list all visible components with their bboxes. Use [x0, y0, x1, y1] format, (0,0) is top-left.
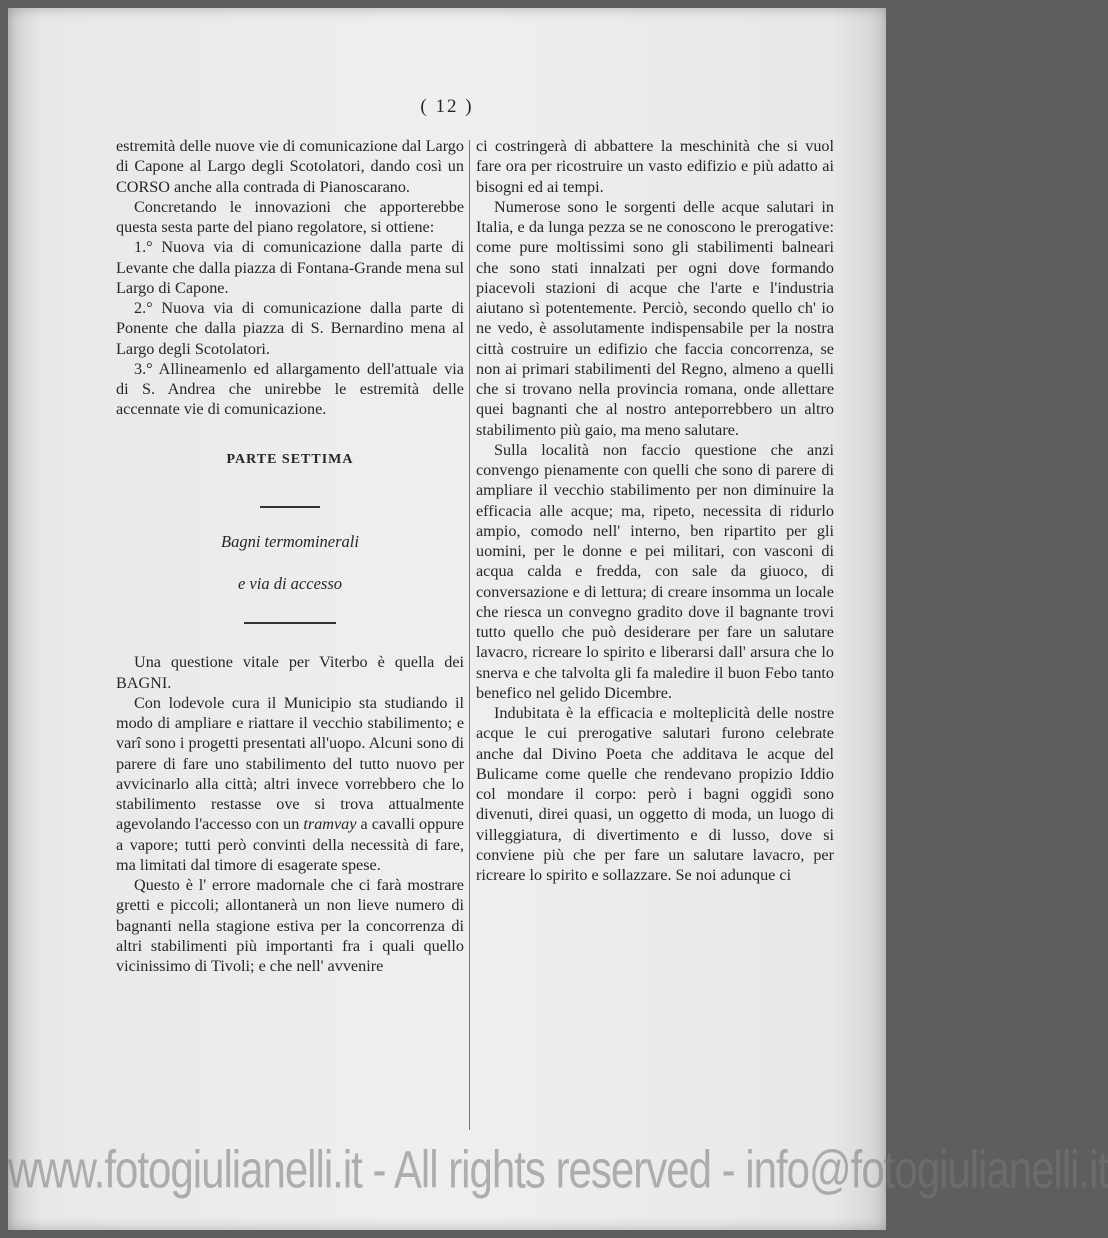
section-subtitle: Bagni termominerali	[221, 531, 359, 551]
list-item: 3.° Allineamenlo ed allargamento dell'attuale via di S. Andrea che unirebbe le estremità delle accennate vie di comunicazione.	[116, 359, 464, 419]
paragraph: Concretando le innovazioni che apporterebbe questa sesta parte del piano regolatore, si ottiene:	[116, 197, 464, 236]
paragraph: Una questione vitale per Viterbo è quella dei BAGNI.	[116, 653, 464, 692]
document-page	[8, 8, 1108, 1230]
paragraph: Numerose sono le sorgenti delle acque salutari in Italia, e da lunga pezza se ne conoscono le prerogative: come pure moltissimi sono gli stabilimenti balneari che sono stati innalzati per ogni dove formando piacevoli stazioni di acque che l'arte e l'industria aiutano sì potentemente. Perciò, secondo quello ch' io ne vedo, è assolutamente indispensabile per la nostra città costruire un edifizio che faccia concorrenza, se non ai primari stabilimenti del Regno, almeno a quelli che si trovano nella provincia romana, onde allettare quei bagnanti che al nostro anteporrebbero un altro stabilimento più gaio, ma meno salutare.	[476, 197, 834, 439]
page-number: ( 12 )	[420, 96, 474, 117]
right-column	[476, 136, 834, 885]
list-item: 1.° Nuova via di comunicazione dalla parte di Levante che dalla piazza di Fontana-Grande mena sul Largo di Capone.	[116, 238, 464, 297]
paragraph	[116, 693, 464, 875]
section-title: PARTE SETTIMA	[226, 451, 354, 467]
text-run: a cavalli oppure a vapore; tutti però convinti della necessità di fare, ma limitati dal timore di esagerate spese.	[116, 815, 464, 874]
column-divider	[469, 140, 470, 1130]
italic-term: tramvay	[303, 815, 357, 834]
list-item: 2.° Nuova via di comunicazione dalla parte di Ponente che dalla piazza di S. Bernardino mena al Largo degli Scotolatori.	[116, 299, 464, 358]
divider-rule	[260, 506, 320, 508]
left-column	[116, 136, 464, 976]
paragraph: Questo è l' errore madornale che ci farà mostrare gretti e piccoli; allontanerà un non lieve numero di bagnanti nella stagione estiva per la concorrenza di altri stabilimenti più importanti fra i quali quello vicinissimo di Tivoli; e che nell' avvenire	[116, 876, 464, 975]
text-run: Con lodevole cura il Municipio sta studiando il modo di ampliare e riattare il vecchio stabilimento; e varî sono i progetti presentati all'uopo. Alcuni sono di parere di fare uno stabilimento del tutto nuovo per avvicinarlo alla città; altri invece vorrebbero che lo stabilimento restasse ove si trova attualmente agevolando l'accesso con un	[116, 693, 464, 834]
paragraph: Indubitata è la efficacia e molteplicità delle nostre acque le cui prerogative salutari furono celebrate anche dal Divino Poeta che additava le acque del Bulicame come quelle che rendevano propizio Iddio col mondare il corpo: però i bagni oggidì sono divenuti, direi quasi, un oggetto di moda, un luogo di villeggiatura, di divertimento e di lusso, dove si conviene più che per fare un salutare lavacro, per ricreare lo spirito e sollazzare. Se noi adunque ci	[476, 704, 834, 884]
paragraph: Sulla località non faccio questione che anzi convengo pienamente con quelli che sono di parere di ampliare il vecchio stabilimento per non diminuire la efficacia alle acque; ma, ripeto, necessita di ridurlo ampio, comodo nell' interno, ben ripartito per gli uomini, per le donne e pei militari, con vasconi di acqua calda e fredda, con sale da giuoco, di conversazione e di lettura; di creare insomma un locale che riesca un convegno gradito dove il bagnante trovi tutto quello che può desiderare per fare un salutare lavacro, ricreare lo spirito e liberarsi dall' arsura che lo snerva e che talvolta gli fa maledire il buon Febo tanto benefico nel gelido Dicembre.	[476, 440, 834, 702]
section-subtitle: e via di accesso	[237, 574, 342, 593]
paragraph: estremità delle nuove vie di comunicazione dal Largo di Capone al Largo degli Scotolatori, dando così un CORSO anche alla contrada di Pianoscarano.	[116, 137, 464, 196]
watermark: www.fotogiulianelli.it - All rights reserved - info@fotogiulianelli.it	[8, 1140, 1108, 1199]
paragraph: ci costringerà di abbattere la meschinità che si vuol fare ora per ricostruire un vasto edifizio e più adatto ai bisogni ed ai tempi.	[476, 137, 834, 196]
